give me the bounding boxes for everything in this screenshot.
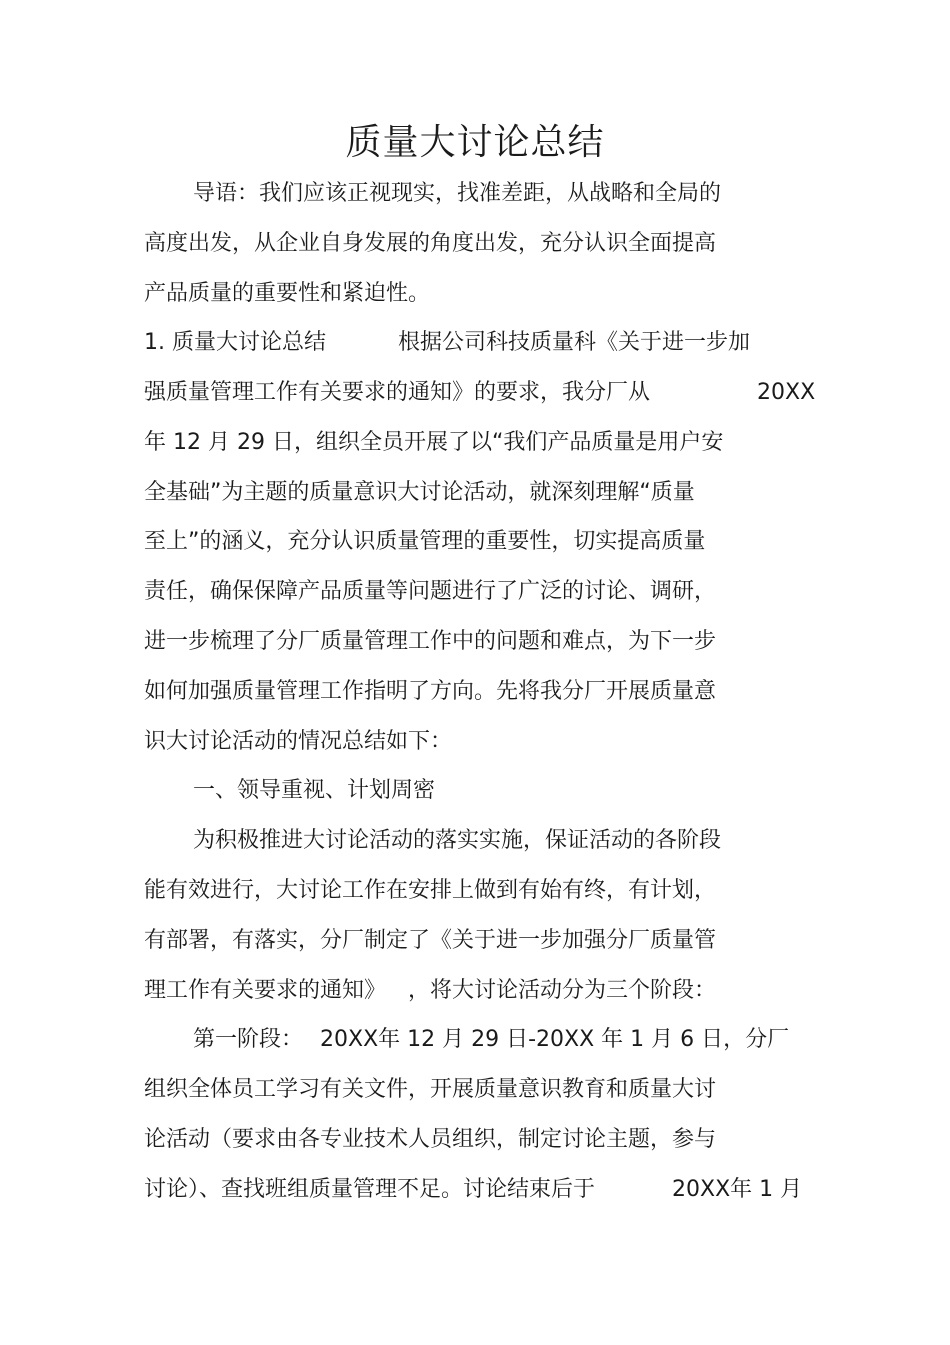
section-heading: 一、领导重视、计划周密 — [193, 778, 436, 803]
paragraph-line: 理工作有关要求的通知》 — [144, 978, 387, 1003]
paragraph-line: 至上”的涵义，充分认识质量管理的重要性，切实提高质量 — [144, 529, 706, 554]
paragraph-line: 能有效进行，大讨论工作在安排上做到有始有终，有计划， — [144, 878, 717, 903]
paragraph-line: ，将大讨论活动分为三个阶段： — [408, 978, 717, 1003]
paragraph-line: 导语：我们应该正视现实，找准差距，从战略和全局的 — [193, 181, 722, 206]
paragraph-line: 高度出发，从企业自身发展的角度出发，充分认识全面提高 — [144, 231, 717, 256]
document-title: 质量大讨论总结 — [345, 122, 605, 163]
paragraph-line: 20XX — [757, 380, 816, 405]
paragraph-line: 讨论）、查找班组质量管理不足。讨论结束后于 — [144, 1177, 596, 1202]
paragraph-line: 识大讨论活动的情况总结如下： — [144, 729, 453, 754]
paragraph-line: 第一阶段： — [193, 1027, 304, 1052]
paragraph-line: 20XX年 1 月 — [672, 1177, 803, 1202]
paragraph-line: 进一步梳理了分厂质量管理工作中的问题和难点，为下一步 — [144, 629, 717, 654]
paragraph-line: 如何加强质量管理工作指明了方向。先将我分厂开展质量意 — [144, 679, 717, 704]
paragraph-line: 20XX年 12 月 29 日-20XX 年 1 月 6 日，分厂 — [320, 1027, 790, 1052]
paragraph-line: 有部署，有落实，分厂制定了《关于进一步加强分厂质量管 — [144, 928, 717, 953]
paragraph-line: 论活动（要求由各专业技术人员组织，制定讨论主题，参与 — [144, 1127, 717, 1152]
paragraph-line: 强质量管理工作有关要求的通知》的要求，我分厂从 — [144, 380, 651, 405]
section-heading: 1. 质量大讨论总结 — [144, 330, 326, 355]
paragraph-line: 年 12 月 29 日，组织全员开展了以“我们产品质量是用户安 — [144, 430, 724, 455]
paragraph-line: 为积极推进大讨论活动的落实实施，保证活动的各阶段 — [193, 828, 722, 853]
paragraph-line: 产品质量的重要性和紧迫性。 — [144, 281, 431, 306]
paragraph-line: 责任，确保保障产品质量等问题进行了广泛的讨论、调研， — [144, 579, 717, 604]
paragraph-line: 根据公司科技质量科《关于进一步加 — [398, 330, 751, 355]
paragraph-line: 全基础”为主题的质量意识大讨论活动，就深刻理解“质量 — [144, 480, 695, 505]
paragraph-line: 组织全体员工学习有关文件，开展质量意识教育和质量大讨 — [144, 1077, 717, 1102]
